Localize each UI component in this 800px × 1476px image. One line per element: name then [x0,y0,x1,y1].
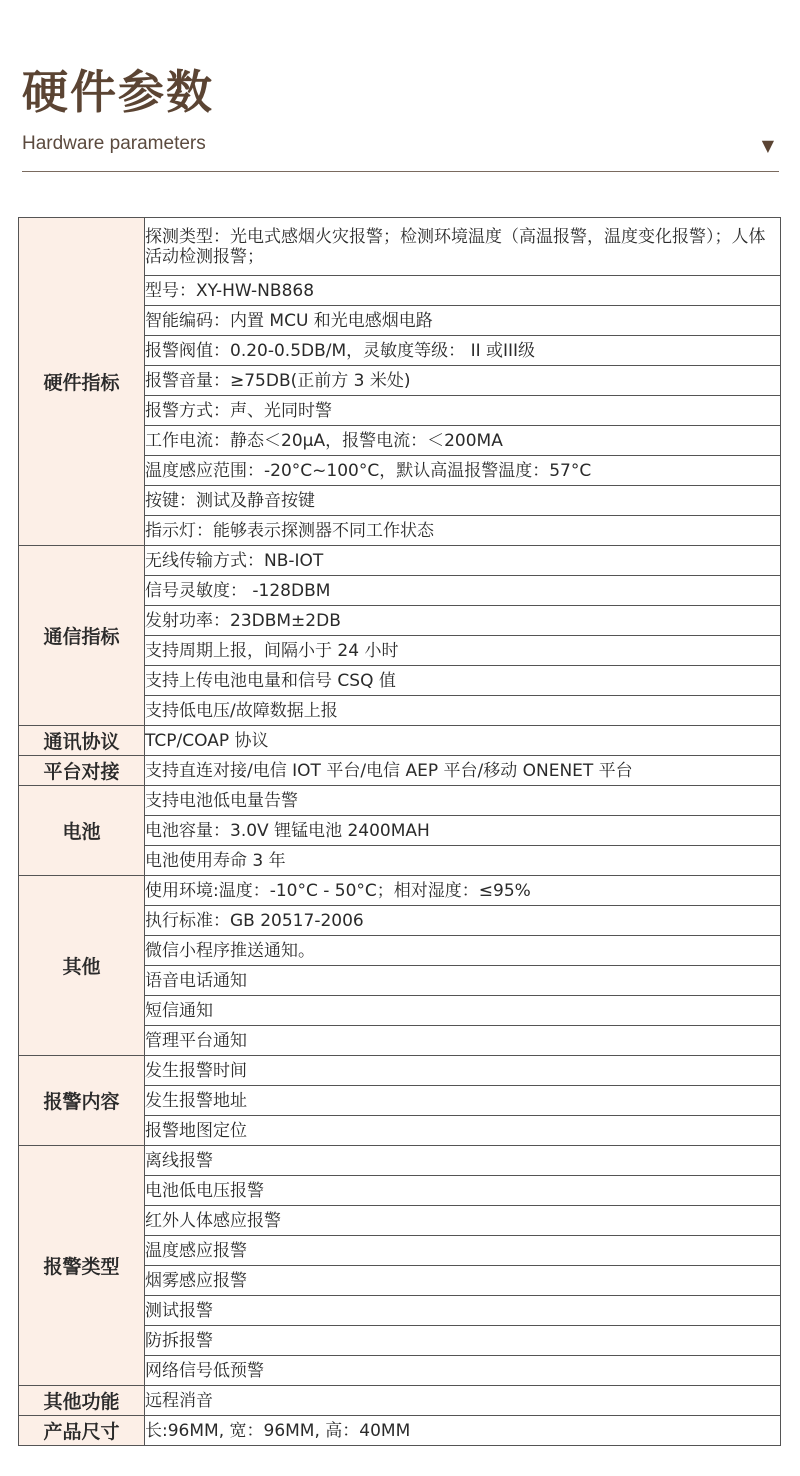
category-cell: 其他功能 [19,1386,145,1416]
table-row [19,1056,781,1086]
table-row [19,726,781,756]
category-cell: 通信指标 [19,546,145,726]
category-cell: 产品尺寸 [19,1416,145,1446]
category-cell: 其他 [19,876,145,1056]
spec-value-cell: 报警音量：≥75DB(正前方 3 米处) [145,366,781,396]
table-row [19,1146,781,1176]
category-cell: 报警类型 [19,1146,145,1386]
table-row [19,786,781,816]
spec-value-cell: 支持直连对接/电信 IOT 平台/电信 AEP 平台/移动 ONENET 平台 [145,756,781,786]
spec-value-cell: 发生报警时间 [145,1056,781,1086]
spec-value-cell: 执行标准：GB 20517-2006 [145,906,781,936]
spec-value-cell: 烟雾感应报警 [145,1266,781,1296]
spec-value-cell: 长:96MM, 宽：96MM, 高：40MM [145,1416,781,1446]
spec-value-cell: 支持周期上报，间隔小于 24 小时 [145,636,781,666]
spec-value-cell: 信号灵敏度： -128DBM [145,576,781,606]
spec-value-cell: 支持上传电池电量和信号 CSQ 值 [145,666,781,696]
category-cell: 电池 [19,786,145,876]
spec-value-cell: 防拆报警 [145,1326,781,1356]
table-row [19,876,781,906]
spec-value-cell: TCP/COAP 协议 [145,726,781,756]
spec-value-cell: 管理平台通知 [145,1026,781,1056]
spec-value-cell: 微信小程序推送通知。 [145,936,781,966]
spec-value-cell: 温度感应范围：-20°C~100°C，默认高温报警温度：57°C [145,456,781,486]
category-cell: 硬件指标 [19,218,145,546]
spec-value-cell: 电池使用寿命 3 年 [145,846,781,876]
table-row [19,756,781,786]
spec-value-cell: 按键：测试及静音按键 [145,486,781,516]
spec-value-cell: 报警方式：声、光同时警 [145,396,781,426]
page-subtitle: Hardware parameters [22,133,206,154]
category-cell: 通讯协议 [19,726,145,756]
spec-value-cell: 远程消音 [145,1386,781,1416]
category-cell: 平台对接 [19,756,145,786]
spec-value-cell: 网络信号低预警 [145,1356,781,1386]
table-row [19,546,781,576]
spec-value-cell: 电池低电压报警 [145,1176,781,1206]
spec-value-cell: 测试报警 [145,1296,781,1326]
spec-value-cell: 无线传输方式：NB-IOT [145,546,781,576]
spec-value-cell: 探测类型：光电式感烟火灾报警；检测环境温度（高温报警，温度变化报警）；人体活动检测报警； [145,218,781,276]
table-row [19,218,781,276]
spec-value-cell: 指示灯：能够表示探测器不同工作状态 [145,516,781,546]
dropdown-arrow-icon[interactable]: ▼ [761,136,774,155]
spec-value-cell: 智能编码：内置 MCU 和光电感烟电路 [145,306,781,336]
spec-value-cell: 工作电流：静态＜20μA，报警电流：＜200MA [145,426,781,456]
header-divider [22,171,779,172]
spec-value-cell: 发生报警地址 [145,1086,781,1116]
spec-value-cell: 支持低电压/故障数据上报 [145,696,781,726]
spec-value-cell: 离线报警 [145,1146,781,1176]
table-row [19,1386,781,1416]
page-title: 硬件参数 [22,65,214,119]
spec-value-cell: 支持电池低电量告警 [145,786,781,816]
spec-value-cell: 型号：XY-HW-NB868 [145,276,781,306]
spec-value-cell: 使用环境:温度：-10°C - 50°C；相对湿度：≤95% [145,876,781,906]
spec-value-cell: 发射功率：23DBM±2DB [145,606,781,636]
spec-value-cell: 温度感应报警 [145,1236,781,1266]
table-row [19,1416,781,1446]
category-cell: 报警内容 [19,1056,145,1146]
spec-value-cell: 报警阀值：0.20-0.5DB/M，灵敏度等级： II 或III级 [145,336,781,366]
spec-value-cell: 报警地图定位 [145,1116,781,1146]
spec-value-cell: 短信通知 [145,996,781,1026]
spec-value-cell: 红外人体感应报警 [145,1206,781,1236]
spec-value-cell: 电池容量：3.0V 锂锰电池 2400MAH [145,816,781,846]
hardware-spec-table [18,217,781,1446]
spec-value-cell: 语音电话通知 [145,966,781,996]
